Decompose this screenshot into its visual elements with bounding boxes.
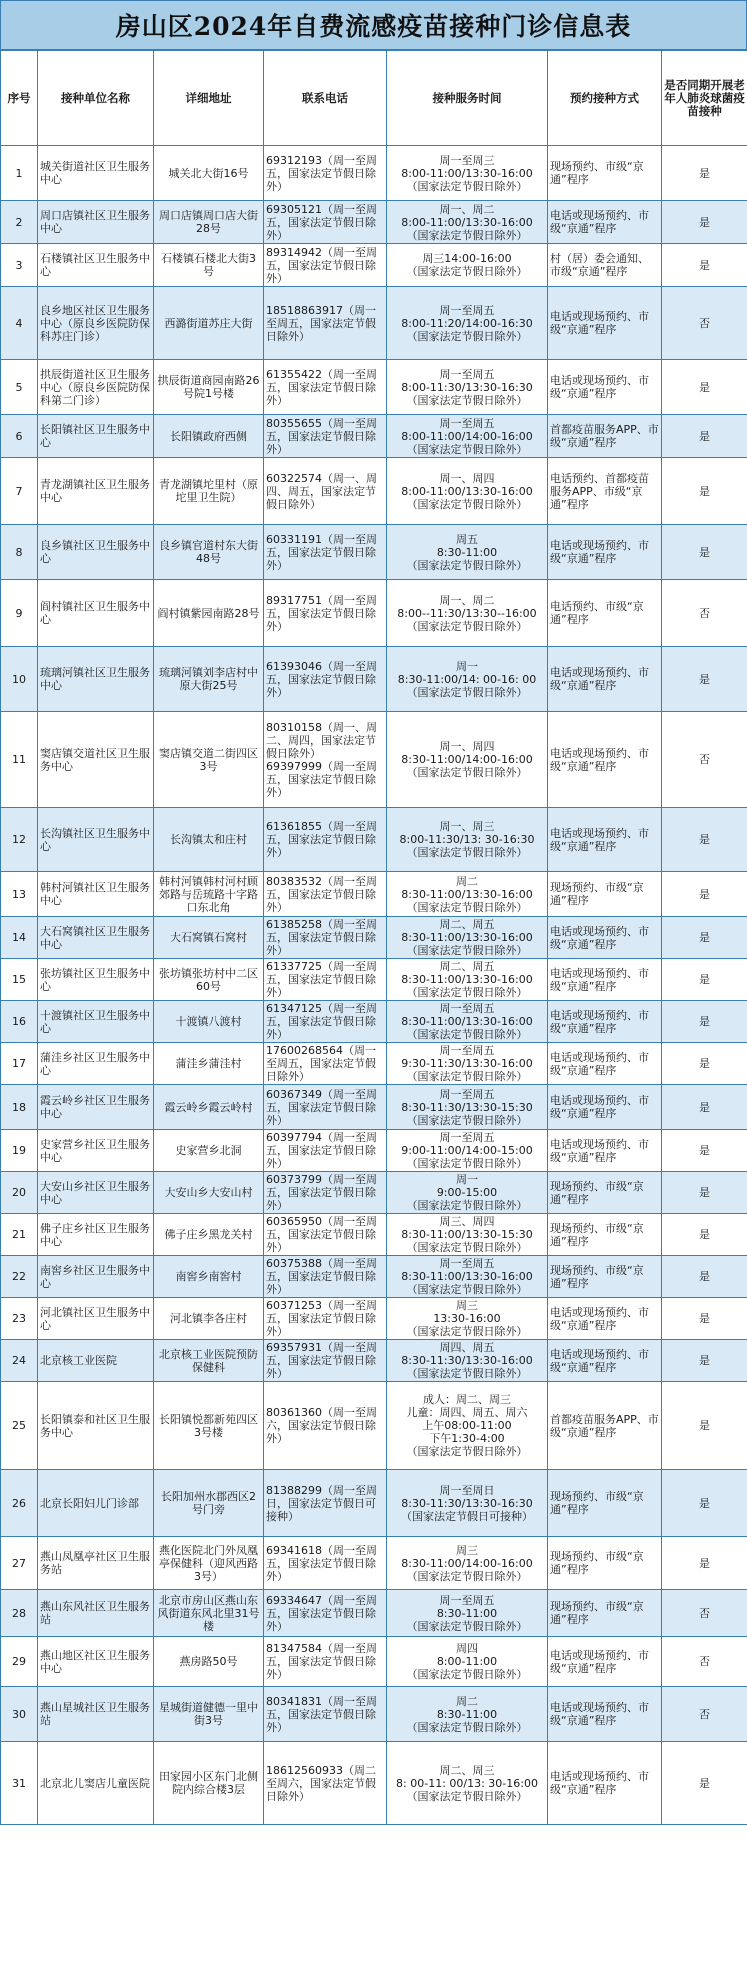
cell-phone: 61337725（周一至周五，国家法定节假日除外） bbox=[264, 959, 387, 1001]
cell-address: 青龙湖镇坨里村（原坨里卫生院） bbox=[154, 458, 264, 525]
cell-no: 25 bbox=[1, 1382, 38, 1470]
cell-phone: 80341831（周一至周五，国家法定节假日除外） bbox=[264, 1687, 387, 1742]
table-row bbox=[1, 525, 747, 580]
cell-address: 河北镇李各庄村 bbox=[154, 1298, 264, 1340]
cell-no: 26 bbox=[1, 1470, 38, 1537]
table-row bbox=[1, 917, 747, 959]
cell-booking: 电话或现场预约、市级“京通”程序 bbox=[548, 1637, 662, 1687]
cell-address: 北京核工业医院预防保健科 bbox=[154, 1340, 264, 1382]
cell-booking: 首都疫苗服务APP、市级“京通”程序 bbox=[548, 415, 662, 458]
cell-no: 14 bbox=[1, 917, 38, 959]
cell-hours: 周一至周五 8:30-11:30/13:30-15:30 （国家法定节假日除外） bbox=[387, 1085, 548, 1130]
cell-no: 10 bbox=[1, 647, 38, 712]
table-row bbox=[1, 1470, 747, 1537]
cell-pneumococcal: 是 bbox=[662, 1130, 747, 1172]
cell-booking: 电话或现场预约、市级“京通”程序 bbox=[548, 1298, 662, 1340]
cell-hours: 周三、周四 8:30-11:00/13:30-15:30 （国家法定节假日除外） bbox=[387, 1214, 548, 1256]
cell-booking: 电话预约、首都疫苗服务APP、市级“京通”程序 bbox=[548, 458, 662, 525]
cell-pneumococcal: 是 bbox=[662, 1742, 747, 1825]
table-row bbox=[1, 201, 747, 244]
cell-hours: 周一至周五 8:00-11:20/14:00-16:30 （国家法定节假日除外） bbox=[387, 287, 548, 360]
cell-pneumococcal: 否 bbox=[662, 1687, 747, 1742]
table-row bbox=[1, 458, 747, 525]
cell-phone: 61385258（周一至周五，国家法定节假日除外） bbox=[264, 917, 387, 959]
cell-address: 长阳镇政府西侧 bbox=[154, 415, 264, 458]
cell-phone: 61393046（周一至周五，国家法定节假日除外） bbox=[264, 647, 387, 712]
cell-booking: 电话或现场预约、市级“京通”程序 bbox=[548, 287, 662, 360]
cell-hours: 周一 9:00-15:00 （国家法定节假日除外） bbox=[387, 1172, 548, 1214]
cell-unit: 张坊镇社区卫生服务中心 bbox=[38, 959, 154, 1001]
cell-unit: 琉璃河镇社区卫生服务中心 bbox=[38, 647, 154, 712]
cell-hours: 周一、周四 8:30-11:00/14:00-16:00 （国家法定节假日除外） bbox=[387, 712, 548, 808]
cell-phone: 69305121（周一至周五，国家法定节假日除外） bbox=[264, 201, 387, 244]
cell-unit: 长沟镇社区卫生服务中心 bbox=[38, 808, 154, 872]
cell-booking: 现场预约、市级“京通”程序 bbox=[548, 1256, 662, 1298]
cell-booking: 电话或现场预约、市级“京通”程序 bbox=[548, 1687, 662, 1742]
cell-phone: 61347125（周一至周五，国家法定节假日除外） bbox=[264, 1001, 387, 1043]
cell-address: 佛子庄乡黑龙关村 bbox=[154, 1214, 264, 1256]
cell-unit: 石楼镇社区卫生服务中心 bbox=[38, 244, 154, 287]
cell-phone: 81388299（周一至周日，国家法定节假日可接种） bbox=[264, 1470, 387, 1537]
table-row bbox=[1, 1043, 747, 1085]
cell-pneumococcal: 是 bbox=[662, 872, 747, 917]
cell-unit: 北京北儿窦店儿童医院 bbox=[38, 1742, 154, 1825]
table-row bbox=[1, 244, 747, 287]
cell-no: 17 bbox=[1, 1043, 38, 1085]
cell-address: 韩村河镇韩村河村顾郊路与岳琉路十字路口东北角 bbox=[154, 872, 264, 917]
table-row bbox=[1, 1537, 747, 1590]
header-phone: 联系电话 bbox=[264, 51, 387, 146]
cell-address: 长沟镇太和庄村 bbox=[154, 808, 264, 872]
cell-no: 7 bbox=[1, 458, 38, 525]
cell-unit: 燕山地区社区卫生服务中心 bbox=[38, 1637, 154, 1687]
cell-address: 周口店镇周口店大街28号 bbox=[154, 201, 264, 244]
cell-hours: 周二 8:30-11:00/13:30-16:00 （国家法定节假日除外） bbox=[387, 872, 548, 917]
cell-hours: 周一至周五 9:00-11:00/14:00-15:00 （国家法定节假日除外） bbox=[387, 1130, 548, 1172]
cell-unit: 良乡镇社区卫生服务中心 bbox=[38, 525, 154, 580]
cell-unit: 南窖乡社区卫生服务中心 bbox=[38, 1256, 154, 1298]
cell-unit: 周口店镇社区卫生服务中心 bbox=[38, 201, 154, 244]
cell-address: 拱辰街道商园南路26号院1号楼 bbox=[154, 360, 264, 415]
cell-booking: 电话或现场预约、市级“京通”程序 bbox=[548, 1742, 662, 1825]
table-row bbox=[1, 872, 747, 917]
cell-unit: 史家营乡社区卫生服务中心 bbox=[38, 1130, 154, 1172]
cell-no: 5 bbox=[1, 360, 38, 415]
cell-phone: 60331191（周一至周五，国家法定节假日除外） bbox=[264, 525, 387, 580]
cell-booking: 电话或现场预约、市级“京通”程序 bbox=[548, 959, 662, 1001]
cell-unit: 燕山星城社区卫生服务站 bbox=[38, 1687, 154, 1742]
table-row bbox=[1, 415, 747, 458]
table-row bbox=[1, 1340, 747, 1382]
cell-unit: 青龙湖镇社区卫生服务中心 bbox=[38, 458, 154, 525]
cell-phone: 17600268564（周一至周五，国家法定节假日除外） bbox=[264, 1043, 387, 1085]
cell-pneumococcal: 是 bbox=[662, 244, 747, 287]
cell-no: 22 bbox=[1, 1256, 38, 1298]
cell-phone: 60367349（周一至周五，国家法定节假日除外） bbox=[264, 1085, 387, 1130]
cell-phone: 81347584（周一至周五，国家法定节假日除外） bbox=[264, 1637, 387, 1687]
cell-booking: 电话或现场预约、市级“京通”程序 bbox=[548, 712, 662, 808]
cell-unit: 拱辰街道社区卫生服务中心（原良乡医院防保科第二门诊） bbox=[38, 360, 154, 415]
cell-unit: 佛子庄乡社区卫生服务中心 bbox=[38, 1214, 154, 1256]
table-row bbox=[1, 1382, 747, 1470]
cell-hours: 周一、周二 8:00--11:30/13:30--16:00 （国家法定节假日除外） bbox=[387, 580, 548, 647]
cell-no: 9 bbox=[1, 580, 38, 647]
table-row bbox=[1, 1637, 747, 1687]
table-row bbox=[1, 808, 747, 872]
cell-booking: 电话或现场预约、市级“京通”程序 bbox=[548, 360, 662, 415]
cell-no: 20 bbox=[1, 1172, 38, 1214]
cell-booking: 电话或现场预约、市级“京通”程序 bbox=[548, 1085, 662, 1130]
cell-pneumococcal: 是 bbox=[662, 1470, 747, 1537]
cell-no: 4 bbox=[1, 287, 38, 360]
cell-unit: 阎村镇社区卫生服务中心 bbox=[38, 580, 154, 647]
cell-booking: 现场预约、市级“京通”程序 bbox=[548, 1537, 662, 1590]
cell-no: 13 bbox=[1, 872, 38, 917]
table-row bbox=[1, 647, 747, 712]
cell-phone: 18612560933（周二至周六，国家法定节假日除外） bbox=[264, 1742, 387, 1825]
cell-pneumococcal: 是 bbox=[662, 1256, 747, 1298]
cell-booking: 电话或现场预约、市级“京通”程序 bbox=[548, 525, 662, 580]
cell-no: 1 bbox=[1, 146, 38, 201]
cell-unit: 燕山凤凰亭社区卫生服务站 bbox=[38, 1537, 154, 1590]
cell-pneumococcal: 是 bbox=[662, 917, 747, 959]
cell-no: 11 bbox=[1, 712, 38, 808]
cell-hours: 周一、周四 8:00-11:00/13:30-16:00 （国家法定节假日除外） bbox=[387, 458, 548, 525]
cell-address: 张坊镇张坊村中二区60号 bbox=[154, 959, 264, 1001]
cell-pneumococcal: 是 bbox=[662, 360, 747, 415]
cell-booking: 电话或现场预约、市级“京通”程序 bbox=[548, 1001, 662, 1043]
cell-phone: 61355422（周一至周五，国家法定节假日除外） bbox=[264, 360, 387, 415]
cell-phone: 18518863917（周一至周五，国家法定节假日除外） bbox=[264, 287, 387, 360]
cell-hours: 周一、周三 8:00-11:30/13: 30-16:30 （国家法定节假日除外） bbox=[387, 808, 548, 872]
cell-no: 29 bbox=[1, 1637, 38, 1687]
cell-no: 24 bbox=[1, 1340, 38, 1382]
cell-no: 15 bbox=[1, 959, 38, 1001]
cell-phone: 60397794（周一至周五，国家法定节假日除外） bbox=[264, 1130, 387, 1172]
cell-booking: 现场预约、市级“京通”程序 bbox=[548, 1214, 662, 1256]
cell-address: 窦店镇交道二街四区3号 bbox=[154, 712, 264, 808]
cell-hours: 周一至周五 8:00-11:30/13:30-16:30 （国家法定节假日除外） bbox=[387, 360, 548, 415]
cell-pneumococcal: 是 bbox=[662, 201, 747, 244]
table-row bbox=[1, 1590, 747, 1637]
cell-booking: 现场预约、市级“京通”程序 bbox=[548, 1172, 662, 1214]
cell-phone: 60365950（周一至周五，国家法定节假日除外） bbox=[264, 1214, 387, 1256]
cell-phone: 69312193（周一至周五，国家法定节假日除外） bbox=[264, 146, 387, 201]
cell-booking: 电话或现场预约、市级“京通”程序 bbox=[548, 808, 662, 872]
cell-address: 史家营乡北洞 bbox=[154, 1130, 264, 1172]
cell-no: 8 bbox=[1, 525, 38, 580]
cell-pneumococcal: 是 bbox=[662, 146, 747, 201]
cell-hours: 周一至周五 9:30-11:30/13:30-16:00 （国家法定节假日除外） bbox=[387, 1043, 548, 1085]
cell-address: 石楼镇石楼北大街3号 bbox=[154, 244, 264, 287]
cell-pneumococcal: 是 bbox=[662, 1382, 747, 1470]
cell-pneumococcal: 是 bbox=[662, 1085, 747, 1130]
table-row bbox=[1, 360, 747, 415]
cell-pneumococcal: 否 bbox=[662, 287, 747, 360]
cell-phone: 80361360（周一至周六，国家法定节假日除外） bbox=[264, 1382, 387, 1470]
cell-phone: 60375388（周一至周五，国家法定节假日除外） bbox=[264, 1256, 387, 1298]
page-title: 房山区2024年自费流感疫苗接种门诊信息表 bbox=[0, 0, 747, 50]
cell-no: 28 bbox=[1, 1590, 38, 1637]
header-address: 详细地址 bbox=[154, 51, 264, 146]
cell-no: 27 bbox=[1, 1537, 38, 1590]
cell-address: 长阳镇悦都新苑四区3号楼 bbox=[154, 1382, 264, 1470]
table-row bbox=[1, 1256, 747, 1298]
header-row bbox=[1, 51, 747, 146]
header-no: 序号 bbox=[1, 51, 38, 146]
cell-address: 西潞街道苏庄大街 bbox=[154, 287, 264, 360]
cell-address: 北京市房山区燕山东风街道东风北里31号楼 bbox=[154, 1590, 264, 1637]
table-row bbox=[1, 1085, 747, 1130]
cell-phone: 80310158（周一、周二、周四，国家法定节假日除外） 69397999（周一至周五，国家法定节假日除外） bbox=[264, 712, 387, 808]
cell-no: 3 bbox=[1, 244, 38, 287]
cell-booking: 首都疫苗服务APP、市级“京通”程序 bbox=[548, 1382, 662, 1470]
cell-booking: 电话或现场预约、市级“京通”程序 bbox=[548, 647, 662, 712]
cell-unit: 韩村河镇社区卫生服务中心 bbox=[38, 872, 154, 917]
cell-phone: 89314942（周一至周五，国家法定节假日除外） bbox=[264, 244, 387, 287]
cell-phone: 60373799（周一至周五，国家法定节假日除外） bbox=[264, 1172, 387, 1214]
cell-no: 6 bbox=[1, 415, 38, 458]
cell-hours: 周一至周五 8:30-11:00/13:30-16:00 （国家法定节假日除外） bbox=[387, 1256, 548, 1298]
header-pneumococcal: 是否同期开展老年人肺炎球菌疫苗接种 bbox=[662, 51, 747, 146]
cell-hours: 周五 8:30-11:00 （国家法定节假日除外） bbox=[387, 525, 548, 580]
header-booking: 预约接种方式 bbox=[548, 51, 662, 146]
cell-pneumococcal: 是 bbox=[662, 1001, 747, 1043]
cell-pneumococcal: 是 bbox=[662, 1537, 747, 1590]
cell-no: 12 bbox=[1, 808, 38, 872]
table-row bbox=[1, 1214, 747, 1256]
cell-no: 23 bbox=[1, 1298, 38, 1340]
cell-unit: 窦店镇交道社区卫生服务中心 bbox=[38, 712, 154, 808]
cell-unit: 霞云岭乡社区卫生服务中心 bbox=[38, 1085, 154, 1130]
cell-booking: 电话预约、市级“京通”程序 bbox=[548, 580, 662, 647]
cell-pneumococcal: 否 bbox=[662, 580, 747, 647]
cell-pneumococcal: 否 bbox=[662, 712, 747, 808]
cell-booking: 村（居）委会通知、市级“京通”程序 bbox=[548, 244, 662, 287]
table-row bbox=[1, 712, 747, 808]
cell-address: 星城街道健德一里中街3号 bbox=[154, 1687, 264, 1742]
cell-address: 田家园小区东门北侧院内综合楼3层 bbox=[154, 1742, 264, 1825]
cell-booking: 现场预约、市级“京通”程序 bbox=[548, 146, 662, 201]
cell-phone: 89317751（周一至周五，国家法定节假日除外） bbox=[264, 580, 387, 647]
cell-hours: 周四、周五 8:30-11:30/13:30-16:00 （国家法定节假日除外） bbox=[387, 1340, 548, 1382]
cell-unit: 长阳镇泰和社区卫生服务中心 bbox=[38, 1382, 154, 1470]
cell-no: 16 bbox=[1, 1001, 38, 1043]
cell-booking: 电话或现场预约、市级“京通”程序 bbox=[548, 917, 662, 959]
cell-phone: 60371253（周一至周五，国家法定节假日除外） bbox=[264, 1298, 387, 1340]
cell-phone: 69357931（周一至周五，国家法定节假日除外） bbox=[264, 1340, 387, 1382]
table-row bbox=[1, 1687, 747, 1742]
cell-phone: 80355655（周一至周五，国家法定节假日除外） bbox=[264, 415, 387, 458]
cell-pneumococcal: 否 bbox=[662, 1637, 747, 1687]
cell-address: 燕房路50号 bbox=[154, 1637, 264, 1687]
cell-address: 良乡镇官道村东大街48号 bbox=[154, 525, 264, 580]
cell-pneumococcal: 是 bbox=[662, 1043, 747, 1085]
cell-unit: 燕山东风社区卫生服务站 bbox=[38, 1590, 154, 1637]
table-body bbox=[1, 146, 747, 1825]
cell-pneumococcal: 是 bbox=[662, 525, 747, 580]
cell-no: 19 bbox=[1, 1130, 38, 1172]
cell-pneumococcal: 是 bbox=[662, 1214, 747, 1256]
cell-no: 2 bbox=[1, 201, 38, 244]
cell-address: 蒲洼乡蒲洼村 bbox=[154, 1043, 264, 1085]
table-row bbox=[1, 1298, 747, 1340]
cell-hours: 周四 8:00-11:00 （国家法定节假日除外） bbox=[387, 1637, 548, 1687]
cell-address: 城关北大街16号 bbox=[154, 146, 264, 201]
cell-booking: 电话或现场预约、市级“京通”程序 bbox=[548, 1340, 662, 1382]
cell-unit: 长阳镇社区卫生服务中心 bbox=[38, 415, 154, 458]
cell-hours: 周二 8:30-11:00 （国家法定节假日除外） bbox=[387, 1687, 548, 1742]
cell-pneumococcal: 否 bbox=[662, 1590, 747, 1637]
cell-hours: 周一、周二 8:00-11:00/13:30-16:00 （国家法定节假日除外） bbox=[387, 201, 548, 244]
cell-pneumococcal: 是 bbox=[662, 647, 747, 712]
cell-no: 21 bbox=[1, 1214, 38, 1256]
cell-hours: 周三14:00-16:00 （国家法定节假日除外） bbox=[387, 244, 548, 287]
cell-hours: 周二、周三 8: 00-11: 00/13: 30-16:00 （国家法定节假日除外） bbox=[387, 1742, 548, 1825]
cell-unit: 良乡地区社区卫生服务中心（原良乡医院防保科苏庄门诊） bbox=[38, 287, 154, 360]
cell-address: 大石窝镇石窝村 bbox=[154, 917, 264, 959]
cell-booking: 电话或现场预约、市级“京通”程序 bbox=[548, 1130, 662, 1172]
table-row bbox=[1, 1172, 747, 1214]
cell-address: 十渡镇八渡村 bbox=[154, 1001, 264, 1043]
header-unit: 接种单位名称 bbox=[38, 51, 154, 146]
cell-unit: 河北镇社区卫生服务中心 bbox=[38, 1298, 154, 1340]
cell-phone: 69341618（周一至周五，国家法定节假日除外） bbox=[264, 1537, 387, 1590]
cell-address: 阎村镇紫园南路28号 bbox=[154, 580, 264, 647]
cell-no: 18 bbox=[1, 1085, 38, 1130]
table-row bbox=[1, 1001, 747, 1043]
cell-pneumococcal: 是 bbox=[662, 1172, 747, 1214]
header-hours: 接种服务时间 bbox=[387, 51, 548, 146]
cell-phone: 61361855（周一至周五，国家法定节假日除外） bbox=[264, 808, 387, 872]
cell-unit: 城关街道社区卫生服务中心 bbox=[38, 146, 154, 201]
cell-address: 燕化医院北门外凤凰亭保健科（迎风西路3号） bbox=[154, 1537, 264, 1590]
cell-hours: 周一至周五 8:30-11:00/13:30-16:00 （国家法定节假日除外） bbox=[387, 1001, 548, 1043]
cell-hours: 周三 8:30-11:00/14:00-16:00 （国家法定节假日除外） bbox=[387, 1537, 548, 1590]
cell-no: 31 bbox=[1, 1742, 38, 1825]
cell-address: 大安山乡大安山村 bbox=[154, 1172, 264, 1214]
cell-hours: 周一 8:30-11:00/14: 00-16: 00 （国家法定节假日除外） bbox=[387, 647, 548, 712]
cell-pneumococcal: 是 bbox=[662, 458, 747, 525]
cell-booking: 现场预约、市级“京通”程序 bbox=[548, 1590, 662, 1637]
cell-booking: 现场预约、市级“京通”程序 bbox=[548, 1470, 662, 1537]
cell-address: 长阳加州水郡西区2号门旁 bbox=[154, 1470, 264, 1537]
table-row bbox=[1, 146, 747, 201]
cell-unit: 十渡镇社区卫生服务中心 bbox=[38, 1001, 154, 1043]
cell-phone: 60322574（周一、周四、周五，国家法定节假日除外） bbox=[264, 458, 387, 525]
cell-pneumococcal: 是 bbox=[662, 959, 747, 1001]
vaccine-clinic-table bbox=[0, 50, 747, 1825]
cell-unit: 蒲洼乡社区卫生服务中心 bbox=[38, 1043, 154, 1085]
table-row bbox=[1, 1130, 747, 1172]
cell-unit: 北京长阳妇儿门诊部 bbox=[38, 1470, 154, 1537]
cell-hours: 周三 13:30-16:00 （国家法定节假日除外） bbox=[387, 1298, 548, 1340]
cell-hours: 周一至周日 8:30-11:30/13:30-16:30 （国家法定节假日可接种） bbox=[387, 1470, 548, 1537]
cell-phone: 69334647（周一至周五，国家法定节假日除外） bbox=[264, 1590, 387, 1637]
cell-no: 30 bbox=[1, 1687, 38, 1742]
table-row bbox=[1, 580, 747, 647]
cell-phone: 80383532（周一至周五，国家法定节假日除外） bbox=[264, 872, 387, 917]
cell-pneumococcal: 是 bbox=[662, 808, 747, 872]
cell-pneumococcal: 是 bbox=[662, 1340, 747, 1382]
cell-unit: 大安山乡社区卫生服务中心 bbox=[38, 1172, 154, 1214]
cell-unit: 北京核工业医院 bbox=[38, 1340, 154, 1382]
cell-pneumococcal: 是 bbox=[662, 1298, 747, 1340]
table-row bbox=[1, 1742, 747, 1825]
cell-hours: 成人：周二、周三 儿童：周四、周五、周六 上午08:00-11:00 下午1:30-4:00 （国家法定节假日除外） bbox=[387, 1382, 548, 1470]
table-row bbox=[1, 287, 747, 360]
cell-hours: 周一至周五 8:00-11:00/14:00-16:00 （国家法定节假日除外） bbox=[387, 415, 548, 458]
cell-hours: 周二、周五 8:30-11:00/13:30-16:00 （国家法定节假日除外） bbox=[387, 917, 548, 959]
cell-hours: 周一至周五 8:30-11:00 （国家法定节假日除外） bbox=[387, 1590, 548, 1637]
cell-address: 霞云岭乡霞云岭村 bbox=[154, 1085, 264, 1130]
cell-booking: 电话或现场预约、市级“京通”程序 bbox=[548, 201, 662, 244]
cell-address: 南窖乡南窖村 bbox=[154, 1256, 264, 1298]
cell-address: 琉璃河镇刘李店村中原大街25号 bbox=[154, 647, 264, 712]
table-row bbox=[1, 959, 747, 1001]
cell-unit: 大石窝镇社区卫生服务中心 bbox=[38, 917, 154, 959]
cell-booking: 电话或现场预约、市级“京通”程序 bbox=[548, 1043, 662, 1085]
cell-booking: 现场预约、市级“京通”程序 bbox=[548, 872, 662, 917]
cell-hours: 周二、周五 8:30-11:00/13:30-16:00 （国家法定节假日除外） bbox=[387, 959, 548, 1001]
cell-hours: 周一至周三 8:00-11:00/13:30-16:00 （国家法定节假日除外） bbox=[387, 146, 548, 201]
cell-pneumococcal: 是 bbox=[662, 415, 747, 458]
